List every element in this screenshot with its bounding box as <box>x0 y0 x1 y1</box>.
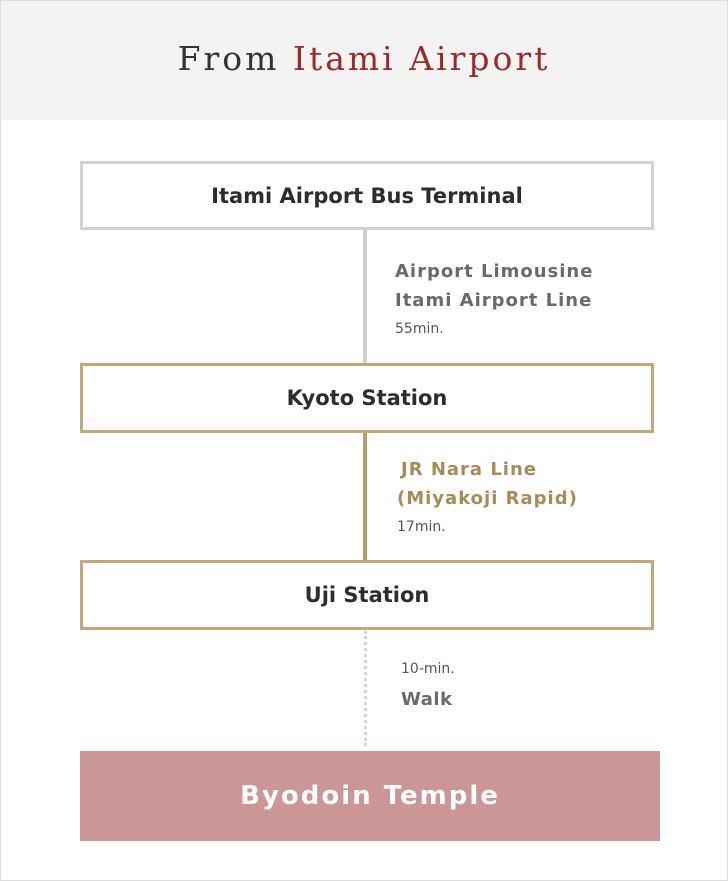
destination-box <box>80 751 660 841</box>
station-box-itami-bus-terminal <box>80 161 654 230</box>
title-highlight: Itami Airport <box>292 39 551 78</box>
route-info-limousine <box>395 257 593 337</box>
route-info-jr-nara <box>397 455 578 535</box>
route-name-line2: (Miyakoji Rapid) <box>397 488 578 509</box>
route-info-walk <box>401 661 455 714</box>
route-duration: 55min. <box>395 321 444 337</box>
station-box-kyoto <box>80 363 654 433</box>
connector-line-jr-nara <box>363 433 367 561</box>
page-title <box>1 1 727 78</box>
route-name-line1: Airport Limousine <box>395 261 594 282</box>
route-duration: 10-min. <box>401 661 455 677</box>
connector-line-walk <box>364 631 367 746</box>
station-label: Kyoto Station <box>286 386 448 410</box>
station-box-uji <box>80 560 654 630</box>
destination-label: Byodoin Temple <box>240 781 500 811</box>
header-banner <box>1 1 727 120</box>
connector-line-limousine <box>363 230 367 364</box>
station-label: Uji Station <box>304 583 430 607</box>
station-label: Itami Airport Bus Terminal <box>211 183 523 208</box>
route-duration: 17min. <box>397 519 446 535</box>
route-mode: Walk <box>401 689 453 710</box>
route-name-line1: JR Nara Line <box>401 459 537 480</box>
route-name-line2: Itami Airport Line <box>395 290 593 311</box>
title-prefix: From <box>177 39 280 78</box>
